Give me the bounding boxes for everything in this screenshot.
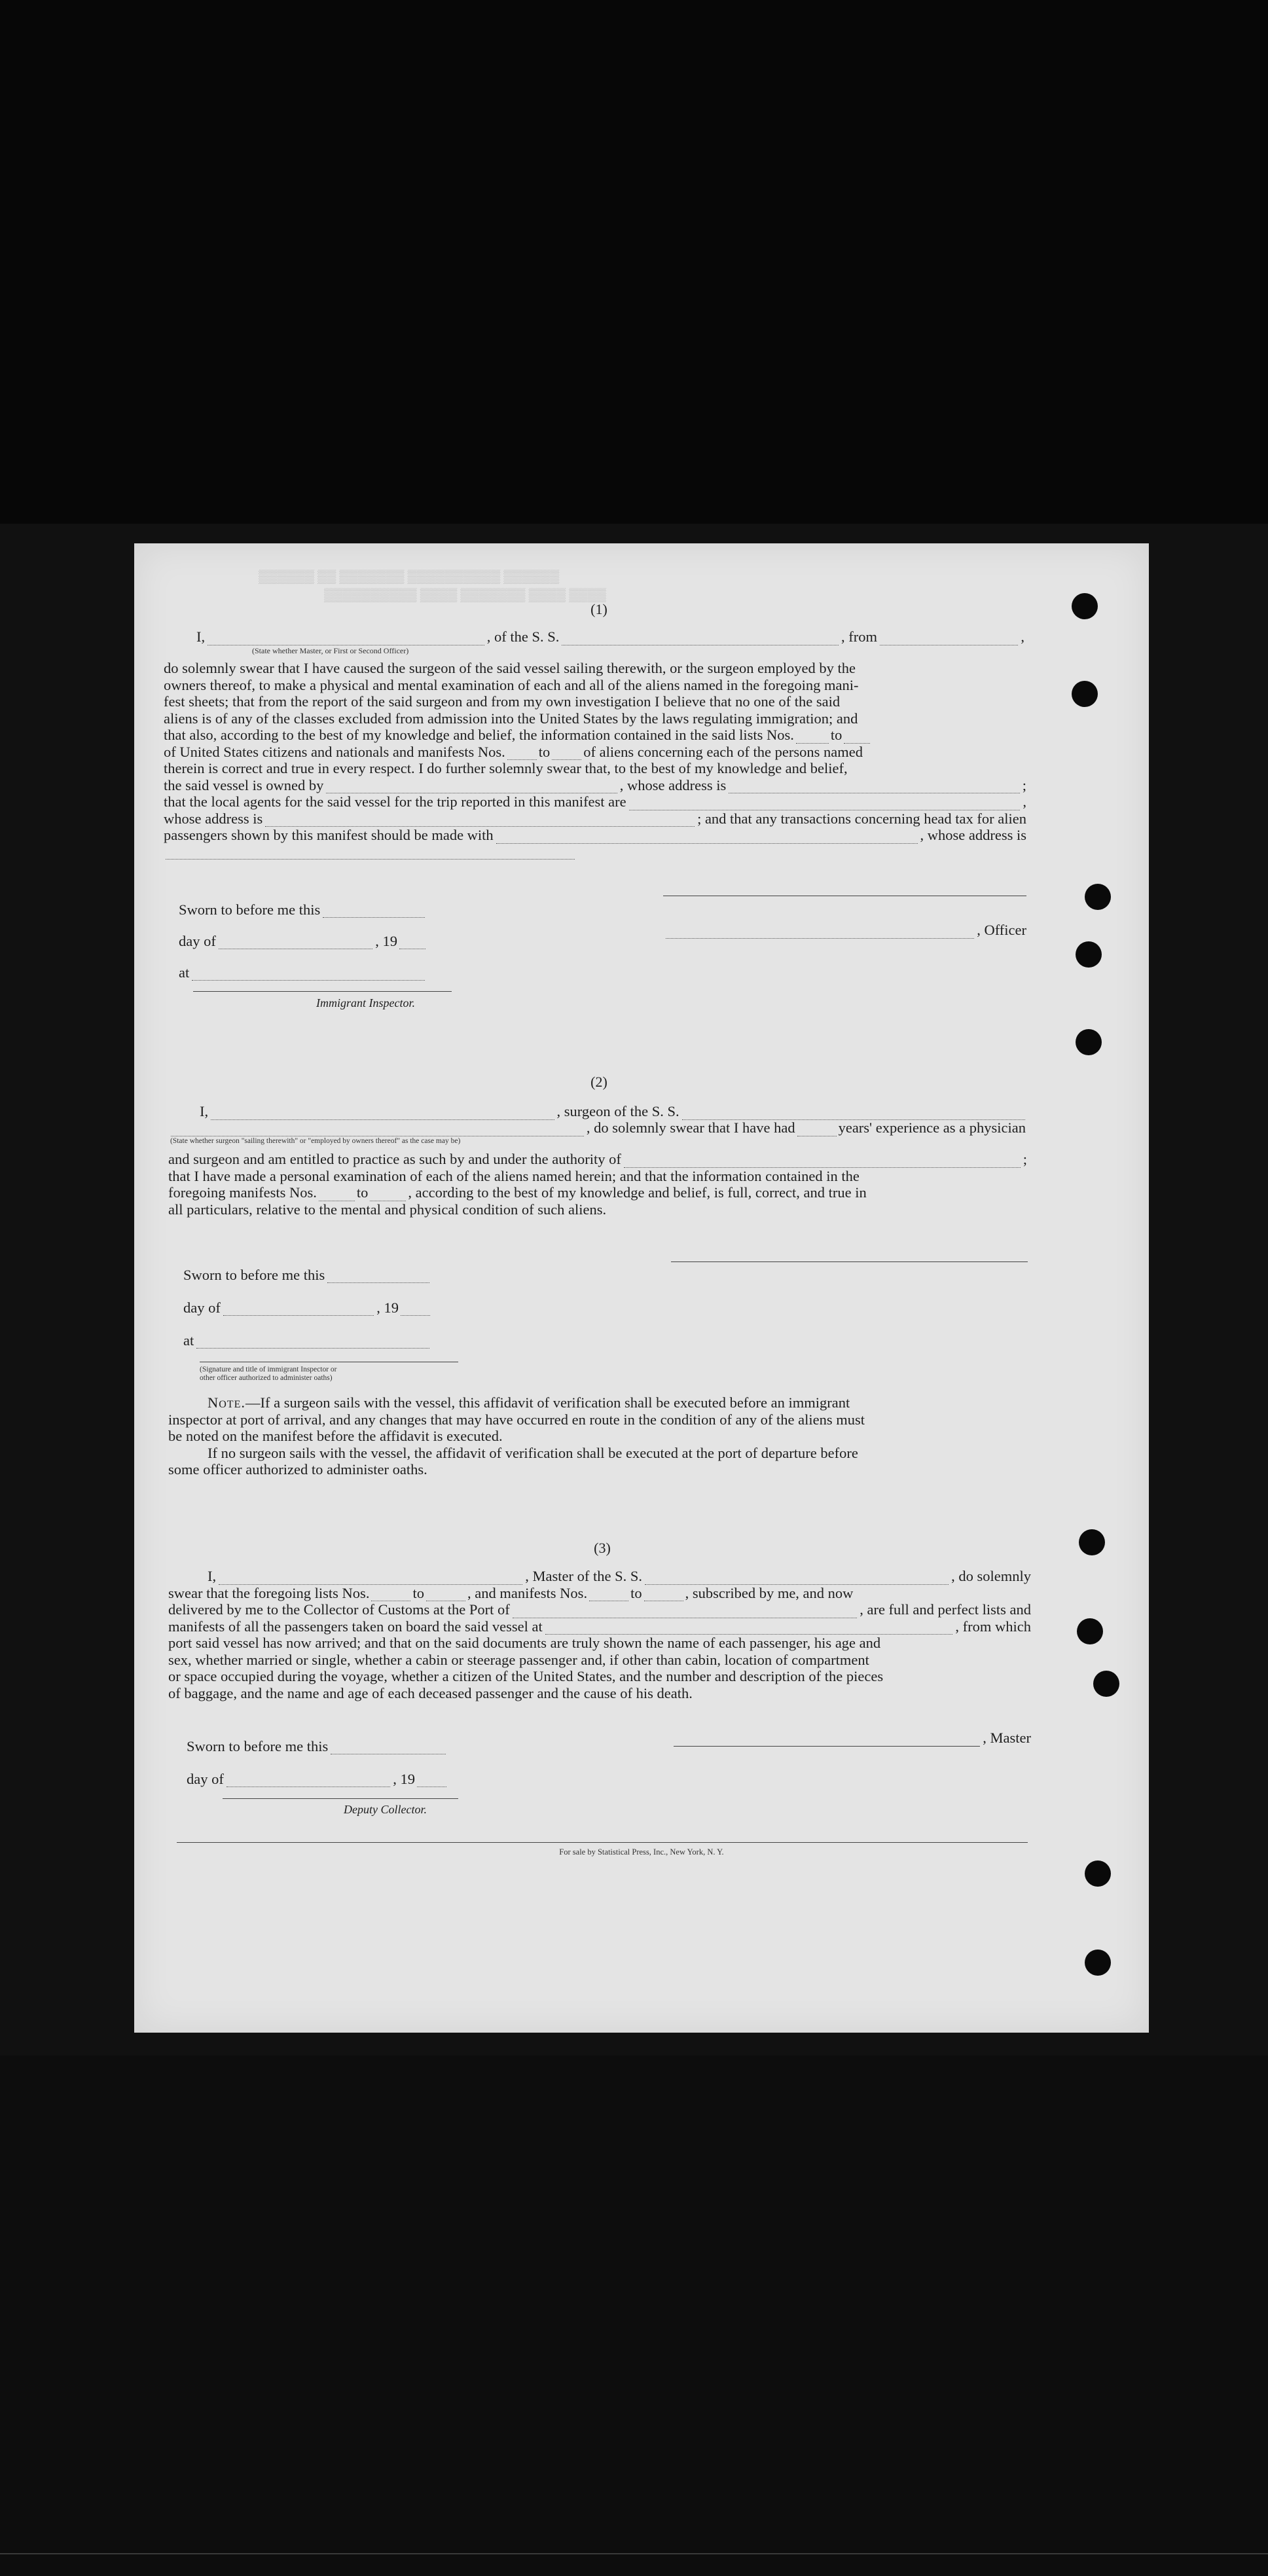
semicolon: ; (1023, 1151, 1027, 1167)
month-blank[interactable] (223, 1303, 374, 1316)
month-blank[interactable] (219, 937, 372, 949)
to-label: to (630, 1584, 642, 1601)
comma: , (1021, 628, 1024, 645)
swear-lists-text: swear that the foregoing lists Nos. (168, 1584, 370, 1601)
body-line: foregoing manifests Nos. (168, 1184, 317, 1201)
body-line: and surgeon and am entitled to practice as such by and under the authority of (168, 1151, 621, 1167)
collector-signature-line[interactable] (223, 1798, 458, 1799)
of-ss-label: , of the S. S. (486, 628, 560, 645)
authority-blank[interactable] (624, 1155, 1021, 1168)
according-text: , according to the best of my knowledge and belief, is full, correct, and true in (408, 1184, 867, 1201)
day-of-label: day of (187, 1770, 224, 1787)
punch-hole (1085, 1950, 1111, 1976)
body-line: that also, according to the best of my knowledge and belief, the information contained in the said lists Nos. (164, 727, 794, 743)
punch-hole (1093, 1671, 1119, 1697)
note-line: inspector at port of arrival, and any changes that may have occurred en route in the condition of any of the aliens must (168, 1411, 865, 1428)
year-blank[interactable] (401, 1303, 430, 1316)
master-name-blank[interactable] (219, 1572, 522, 1585)
jurat-3 (187, 1722, 448, 1787)
punch-hole (1077, 1618, 1103, 1644)
master-of-label: , Master of the S. S. (525, 1568, 642, 1584)
officer-line (663, 922, 1026, 939)
body-line: owners thereof, to make a physical and mental examination of each and all of the aliens named in the foregoing mani- (164, 676, 859, 693)
list-from-blank[interactable] (796, 731, 829, 744)
affidavit-2-body (168, 1151, 1027, 1218)
signature-note-1: (Signature and title of immigrant Inspector or (200, 1366, 337, 1373)
affidavit-3-body (168, 1568, 1031, 1701)
year-prefix: , 19 (393, 1770, 415, 1787)
punch-hole (1076, 941, 1102, 968)
day-of-label: day of (179, 932, 216, 949)
whose-address-label: , whose address is (920, 827, 1026, 843)
affidavit-1-number: (1) (590, 601, 607, 617)
body-line: of baggage, and the name and age of each deceased passenger and the cause of his death. (168, 1684, 693, 1701)
note-line: be noted on the manifest before the affidavit is executed. (168, 1428, 503, 1444)
sworn-day-blank[interactable] (323, 905, 425, 918)
to-label: to (538, 743, 551, 760)
printer-credit: For sale by Statistical Press, Inc., New York, N. Y. (559, 1847, 724, 1857)
subscribed-text: , subscribed by me, and now (685, 1584, 854, 1601)
owner-address-blank[interactable] (729, 781, 1019, 793)
punch-hole (1085, 884, 1111, 910)
year-blank[interactable] (417, 1775, 446, 1787)
master-line (671, 1730, 1031, 1747)
owner-blank[interactable] (326, 781, 617, 793)
body-line: that the local agents for the said vessel for the trip reported in this manifest are (164, 793, 626, 810)
scanner-background-bottom (0, 2056, 1268, 2576)
punch-hole (1072, 593, 1098, 619)
address-continuation-line (166, 859, 575, 860)
manifest-to-blank[interactable] (644, 1589, 683, 1601)
delivered-text: delivered by me to the Collector of Customs at the Port of (168, 1601, 510, 1618)
surgeon-role-note: (State whether surgeon "sailing therewith" or "employed by owners thereof" as the case may be) (170, 1137, 461, 1145)
place-blank[interactable] (196, 1336, 429, 1349)
punch-hole (1085, 1860, 1111, 1887)
at-label: at (183, 1332, 194, 1349)
note-line: —If a surgeon sails with the vessel, this affidavit of verification shall be executed before an immigrant (245, 1394, 850, 1411)
departure-port-blank[interactable] (880, 633, 1018, 645)
boarding-port-blank[interactable] (545, 1622, 953, 1635)
affidavit-1-header-line (196, 628, 1024, 645)
affidavit-1-body (164, 660, 1026, 844)
body-line: sex, whether married or single, whether a cabin or steerage passenger and, if other than cabin, location of compartment (168, 1651, 869, 1668)
bleed-through-text: ▒▒▒▒▒▒▒▒▒▒ ▒▒▒▒ ▒▒▒▒▒▒▒ ▒▒▒▒ ▒▒▒▒ (324, 588, 606, 602)
do-swear-text: , do solemnly swear that I have had (586, 1119, 795, 1136)
list-to-blank[interactable] (426, 1589, 465, 1601)
body-line: the said vessel is owned by (164, 776, 324, 793)
port-blank[interactable] (513, 1606, 857, 1618)
to-label: to (356, 1184, 369, 1201)
year-prefix: , 19 (375, 932, 397, 949)
note-label: Note. (208, 1394, 245, 1411)
i-prefix: I, (200, 1103, 209, 1119)
sworn-label: Sworn to before me this (183, 1266, 325, 1283)
punch-hole (1079, 1529, 1105, 1555)
body-line: port said vessel has now arrived; and that on the said documents are truly shown the name of each passenger, his age and (168, 1635, 881, 1651)
inspector-signature-line[interactable] (193, 991, 452, 992)
note-line: some officer authorized to administer oaths. (168, 1461, 427, 1478)
surgeon-role-blank[interactable] (171, 1124, 584, 1136)
day-of-label: day of (183, 1299, 221, 1316)
do-solemnly-text: , do solemnly (951, 1568, 1031, 1584)
manifest-from-blank[interactable] (589, 1589, 628, 1601)
sworn-label: Sworn to before me this (179, 901, 321, 918)
officer-name-blank[interactable] (208, 633, 484, 645)
from-label: , from (841, 628, 878, 645)
whose-address-label: , whose address is (619, 776, 727, 793)
years-blank[interactable] (797, 1124, 837, 1136)
year-prefix: , 19 (376, 1299, 399, 1316)
footer-rule (177, 1842, 1028, 1843)
of-aliens-text: of aliens concerning each of the persons named (583, 743, 863, 760)
affidavit-2-number: (2) (590, 1074, 607, 1090)
scanner-background-top (0, 0, 1268, 524)
affidavit-2-second-line (168, 1119, 1026, 1136)
body-line: that I have made a personal examination of each of the aliens named herein; and that the information contained in the (168, 1167, 860, 1184)
month-blank[interactable] (226, 1775, 390, 1787)
signature-note-2: other officer authorized to administer oaths) (200, 1374, 333, 1382)
affidavit-2-note (168, 1394, 1027, 1478)
agents-address-blank[interactable] (265, 814, 695, 827)
body-line: passengers shown by this manifest should be made with (164, 827, 494, 843)
affidavit-3-number: (3) (594, 1540, 611, 1556)
head-tax-text: ; and that any transactions concerning head tax for alien (697, 810, 1026, 827)
from-which-text: , from which (955, 1618, 1031, 1635)
master-signature-blank[interactable] (674, 1734, 980, 1747)
year-blank[interactable] (399, 937, 426, 949)
scan-edge-line (0, 2553, 1268, 2554)
agents-blank[interactable] (629, 798, 1021, 810)
body-line: fest sheets; that from the report of the said surgeon and from my own investigation I believe that no one of the said (164, 693, 841, 710)
body-line: or space occupied during the voyage, whether a citizen of the United States, and the number and description of the pieces (168, 1668, 884, 1684)
officer-role-note: (State whether Master, or First or Second Officer) (252, 646, 409, 655)
body-line: therein is correct and true in every respect. I do further solemnly swear that, to the best of my knowledge and belief, (164, 760, 848, 776)
semicolon: ; (1022, 776, 1026, 793)
vessel-name-blank[interactable] (682, 1108, 1025, 1120)
manifest-to-blank[interactable] (370, 1189, 406, 1201)
officer-signature-blank[interactable] (666, 926, 974, 939)
surgeon-signature-line[interactable] (671, 1261, 1028, 1262)
years-text: years' experience as a physician (838, 1119, 1026, 1136)
sworn-day-blank[interactable] (331, 1742, 446, 1754)
manifest-from-blank[interactable] (319, 1189, 355, 1201)
sworn-day-blank[interactable] (327, 1271, 429, 1283)
manifest-from-blank[interactable] (507, 748, 537, 760)
manifest-to-blank[interactable] (552, 748, 581, 760)
body-line: all particulars, relative to the mental and physical condition of such aliens. (168, 1201, 607, 1218)
i-prefix: I, (208, 1568, 217, 1584)
body-line: do solemnly swear that I have caused the surgeon of the said vessel sailing therewith, or the surgeon employed by the (164, 660, 856, 676)
body-line: of United States citizens and nationals and manifests Nos. (164, 743, 505, 760)
bleed-through-text: ▒▒▒▒▒▒ ▒▒ ▒▒▒▒▒▒▒ ▒▒▒▒▒▒▒▒▒▒ ▒▒▒▒▒▒ (259, 570, 560, 584)
list-to-blank[interactable] (844, 731, 870, 744)
officer-label: , Officer (977, 922, 1026, 938)
list-from-blank[interactable] (371, 1589, 410, 1601)
comma: , (1023, 793, 1026, 810)
jurat-1 (179, 886, 427, 981)
to-label: to (412, 1584, 424, 1601)
manifests-all-text: manifests of all the passengers taken on board the said vessel at (168, 1618, 543, 1635)
body-line: aliens is of any of the classes excluded from admission into the United States by the laws regulating immigration; and (164, 710, 858, 727)
inspector-title: Immigrant Inspector. (316, 996, 415, 1009)
to-label: to (830, 727, 842, 743)
head-tax-party-blank[interactable] (496, 831, 918, 844)
punch-hole (1076, 1029, 1102, 1055)
affidavit-2-header-line (200, 1103, 1028, 1120)
place-blank[interactable] (192, 968, 425, 981)
manifest-back-page (134, 543, 1149, 2033)
and-manifests-text: , and manifests Nos. (467, 1584, 588, 1601)
sworn-label: Sworn to before me this (187, 1737, 329, 1754)
punch-hole (1072, 681, 1098, 707)
body-line: whose address is (164, 810, 263, 827)
full-perfect-text: , are full and perfect lists and (860, 1601, 1031, 1618)
i-prefix: I, (196, 628, 206, 645)
collector-title: Deputy Collector. (344, 1803, 427, 1816)
surgeon-name-blank[interactable] (211, 1108, 554, 1120)
at-label: at (179, 964, 190, 981)
vessel-name-blank[interactable] (562, 633, 839, 645)
master-label: , Master (983, 1730, 1031, 1746)
note-line: If no surgeon sails with the vessel, the affidavit of verification shall be executed at the port of departure before (208, 1444, 858, 1461)
vessel-name-blank[interactable] (645, 1572, 949, 1585)
jurat-2 (183, 1250, 432, 1349)
surgeon-of-label: , surgeon of the S. S. (556, 1103, 679, 1119)
